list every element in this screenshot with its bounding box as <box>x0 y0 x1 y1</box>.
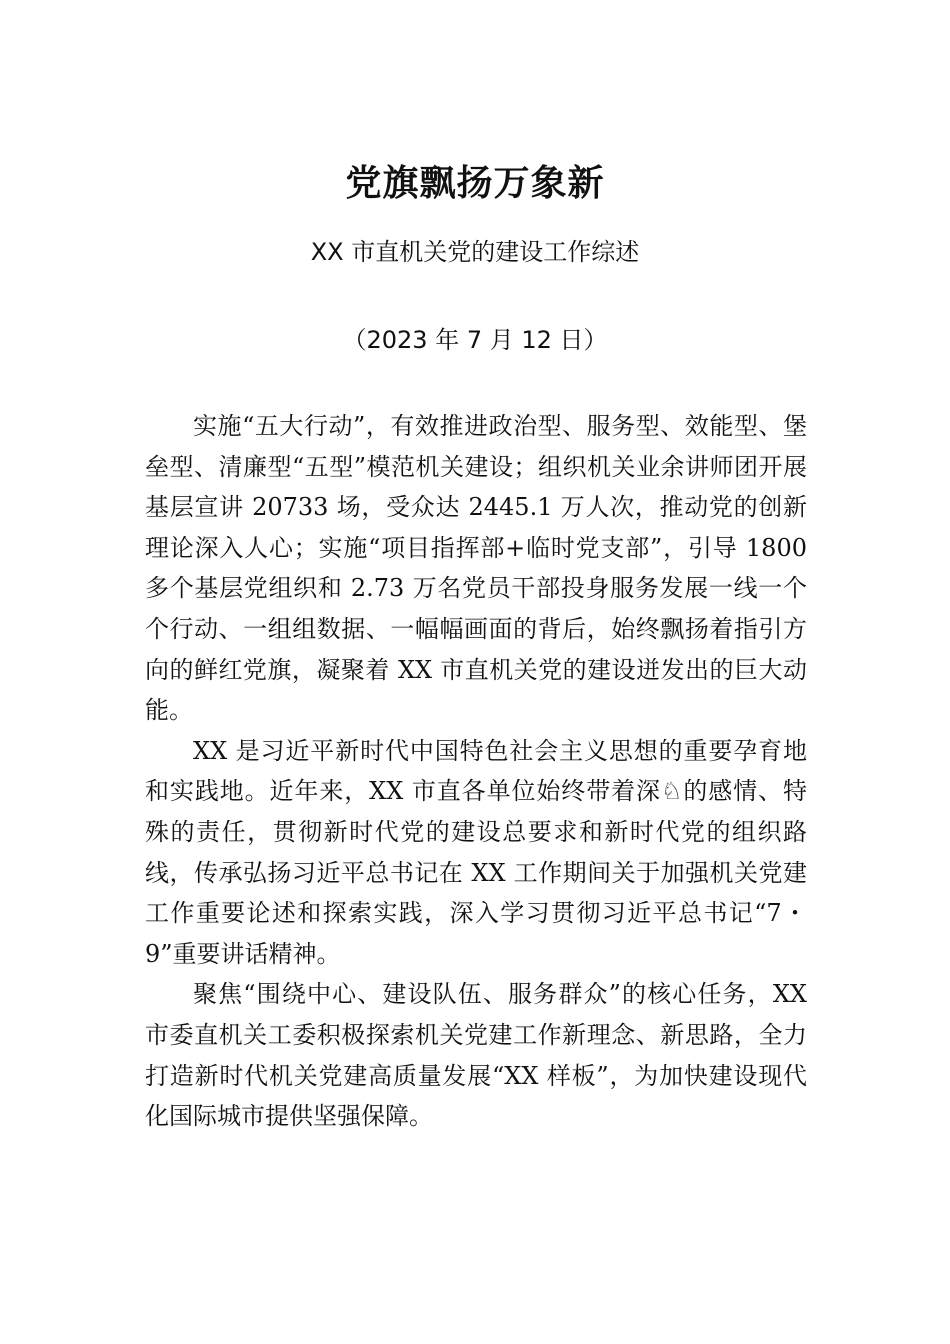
document-date: （2023 年 7 月 12 日） <box>342 326 608 354</box>
body-paragraph: 实施“五大行动”，有效推进政治型、服务型、效能型、堡垒型、清廉型“五型”模范机关建设；组织机关业余讲师团开展基层宣讲 20733 场，受众达 2445.1 万人次，推动党的创新理论深入人心；实施“项目指挥部+临时党支部”，引导 1800 多个基层党组织和 2.73 万名党员干部投身服务发展一线一个个行动、一组组数据、一幅幅画面的背后，始终飘扬着指引方向的鲜红党旗，凝聚着 XX 市直机关党的建设迸发出的巨大动能。 <box>145 412 807 725</box>
document-subtitle: XX 市直机关党的建设工作综述 <box>310 238 640 266</box>
body-paragraph: 聚焦“围绕中心、建设队伍、服务群众”的核心任务，XX 市委直机关工委积极探索机关党建工作新理念、新思路，全力打造新时代机关党建高质量发展“XX 样板”，为加快建设现代化国际城市提供坚强保障。 <box>145 980 807 1131</box>
document-body <box>145 406 807 1137</box>
body-paragraph: XX 是习近平新时代中国特色社会主义思想的重要孕育地和实践地。近年来，XX 市直各单位始终带着深♘的感情、特殊的责任，贯彻新时代党的建设总要求和新时代党的组织路线，传承弘扬习近平总书记在 XX 工作期间关于加强机关党建工作重要论述和探索实践，深入学习贯彻习近平总书记“7・9”重要讲话精神。 <box>145 736 807 968</box>
document-title: 党旗飘扬万象新 <box>345 162 605 204</box>
